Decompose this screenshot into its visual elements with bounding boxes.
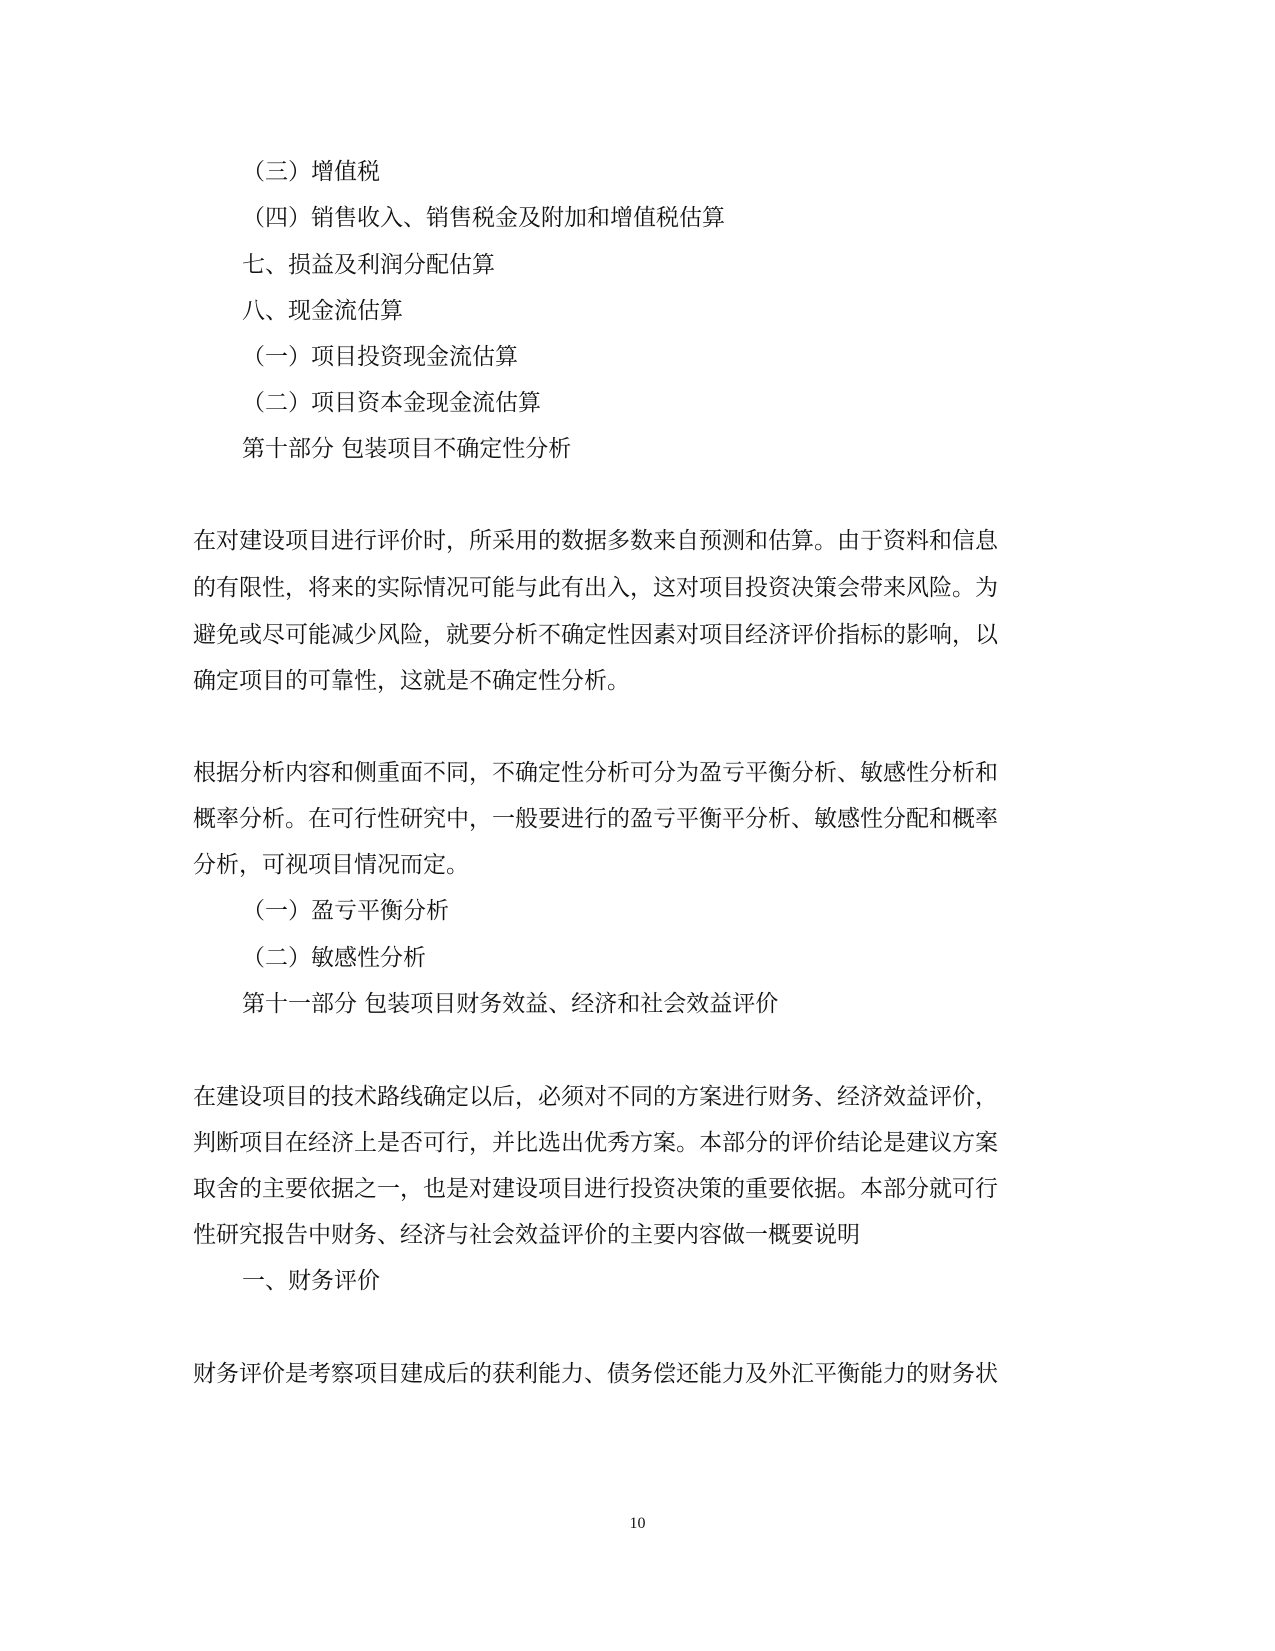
paragraph-line: 取舍的主要依据之一，也是对建设项目进行投资决策的重要依据。本部分就可行: [193, 1176, 998, 1202]
paragraph-line: 财务评价是考察项目建成后的获利能力、债务偿还能力及外汇平衡能力的财务状: [193, 1361, 998, 1387]
paragraph-line: 避免或尽可能减少风险，就要分析不确定性因素对项目经济评价指标的影响，以: [193, 622, 998, 648]
outline-item: （二）项目资本金现金流估算: [242, 390, 541, 416]
page-number: 10: [629, 1515, 646, 1532]
outline-item: 一、财务评价: [242, 1268, 380, 1294]
section-heading: 第十一部分 包装项目财务效益、经济和社会效益评价: [242, 991, 779, 1017]
paragraph-line: 根据分析内容和侧重面不同，不确定性分析可分为盈亏平衡分析、敏感性分析和: [193, 760, 998, 786]
paragraph-line: 确定项目的可靠性，这就是不确定性分析。: [193, 668, 630, 694]
outline-item: （一）盈亏平衡分析: [242, 898, 449, 924]
paragraph-line: 性研究报告中财务、经济与社会效益评价的主要内容做一概要说明: [193, 1222, 860, 1248]
outline-item: （四）销售收入、销售税金及附加和增值税估算: [242, 205, 725, 231]
paragraph-line: 分析，可视项目情况而定。: [193, 852, 469, 878]
outline-item: （一）项目投资现金流估算: [242, 344, 518, 370]
paragraph-line: 的有限性，将来的实际情况可能与此有出入，这对项目投资决策会带来风险。为: [193, 575, 998, 601]
section-heading: 第十部分 包装项目不确定性分析: [242, 436, 572, 462]
outline-item: 七、损益及利润分配估算: [242, 252, 495, 278]
paragraph-line: 概率分析。在可行性研究中，一般要进行的盈亏平衡平分析、敏感性分配和概率: [193, 806, 998, 832]
outline-item: （三）增值税: [242, 159, 380, 185]
outline-item: 八、现金流估算: [242, 298, 403, 324]
paragraph-line: 在对建设项目进行评价时，所采用的数据多数来自预测和估算。由于资料和信息: [193, 528, 998, 554]
paragraph-line: 在建设项目的技术路线确定以后，必须对不同的方案进行财务、经济效益评价，: [193, 1084, 998, 1110]
outline-item: （二）敏感性分析: [242, 945, 426, 971]
paragraph-line: 判断项目在经济上是否可行，并比选出优秀方案。本部分的评价结论是建议方案: [193, 1130, 998, 1156]
